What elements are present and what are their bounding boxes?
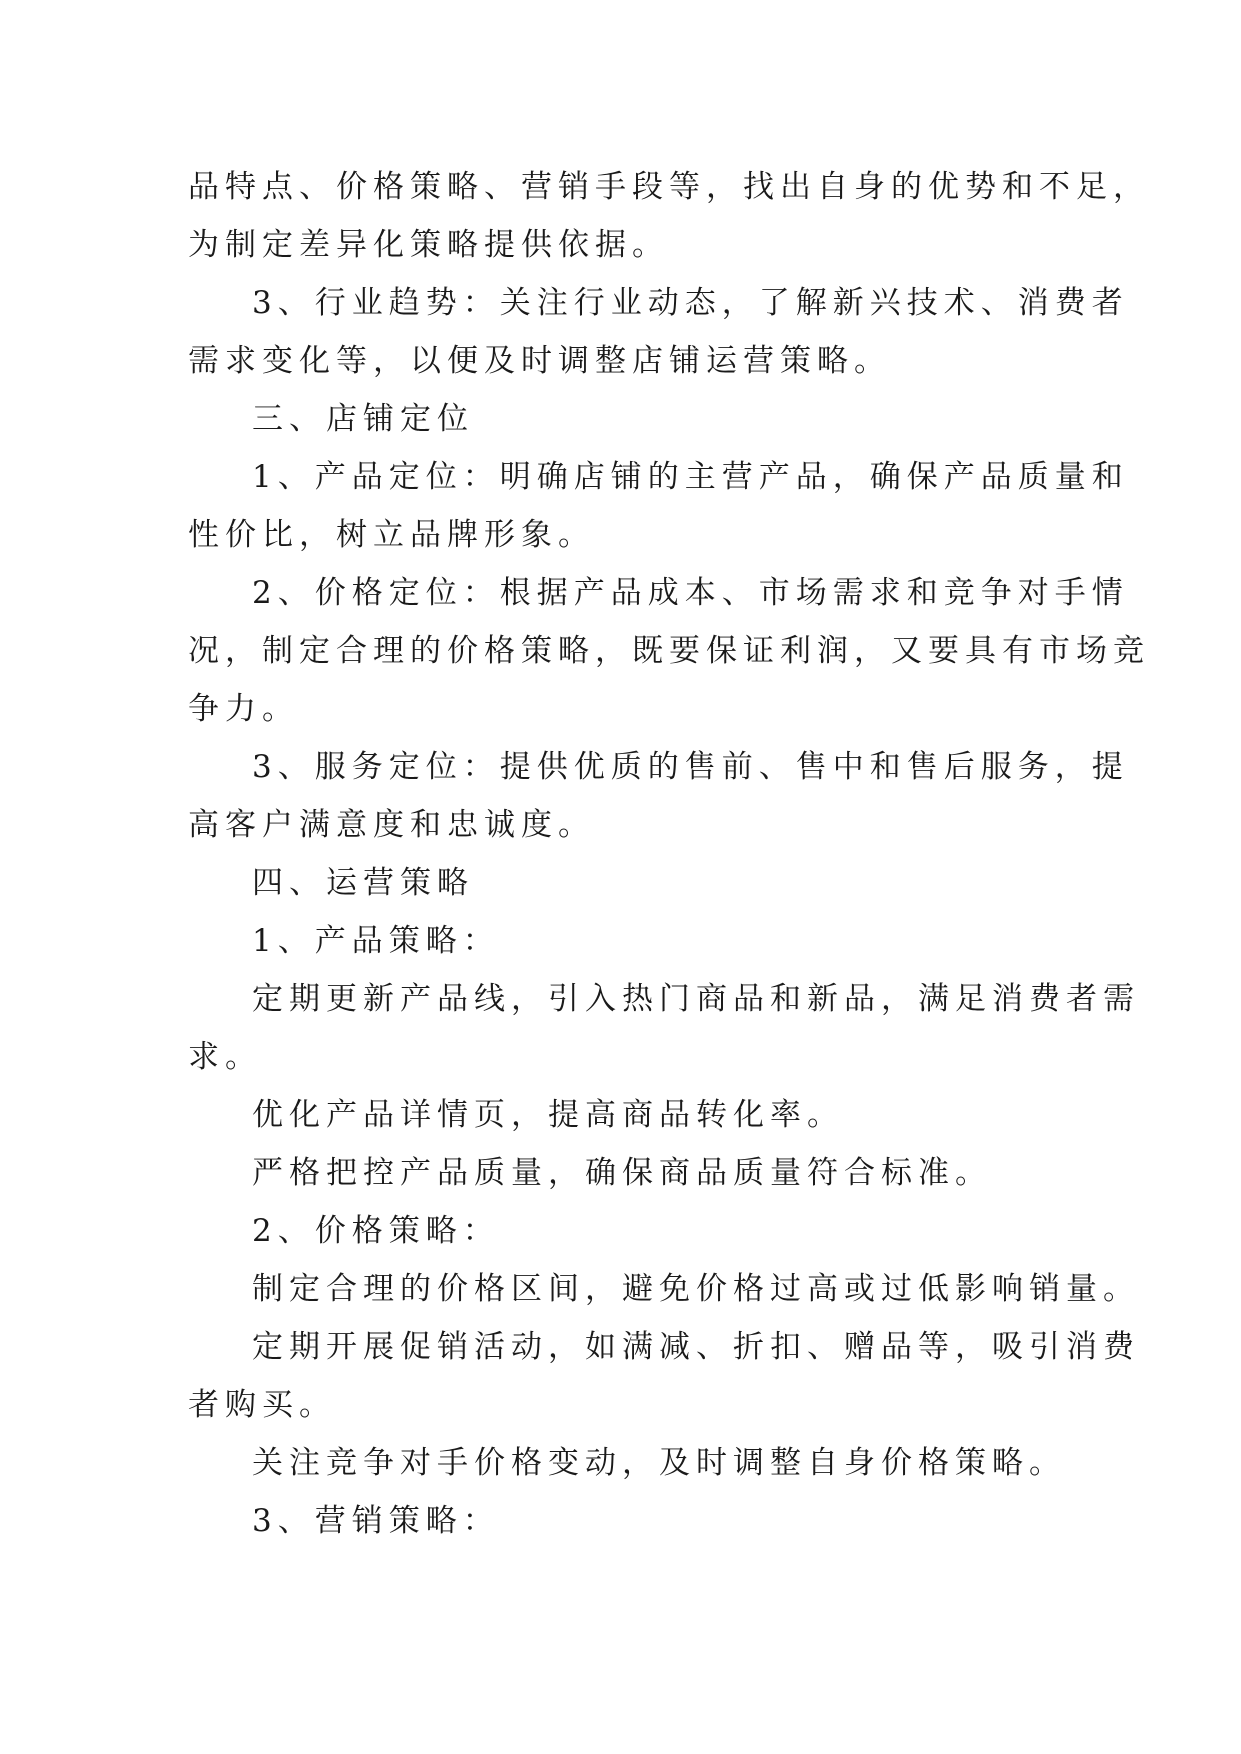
text-line: 3、服务定位：提供优质的售前、售中和售后服务，提 [252, 749, 1129, 785]
subsection-heading: 3、营销策略： [252, 1503, 500, 1539]
text-line: 2、价格定位：根据产品成本、市场需求和竞争对手情 [252, 575, 1129, 611]
text-line: 高客户满意度和忠诚度。 [188, 807, 595, 843]
text-line: 关注竞争对手价格变动，及时调整自身价格策略。 [252, 1445, 1066, 1481]
text-line: 优化产品详情页，提高商品转化率。 [252, 1097, 844, 1133]
text-line: 为制定差异化策略提供依据。 [188, 227, 669, 263]
text-line: 定期开展促销活动，如满减、折扣、赠品等，吸引消费 [252, 1329, 1140, 1365]
text-line: 品特点、价格策略、营销手段等，找出自身的优势和不足， [188, 169, 1150, 205]
section-heading: 三、店铺定位 [252, 401, 474, 437]
text-line: 争力。 [188, 691, 299, 727]
subsection-heading: 2、价格策略： [252, 1213, 500, 1249]
text-line: 求。 [188, 1039, 262, 1075]
text-line: 定期更新产品线，引入热门商品和新品，满足消费者需 [252, 981, 1140, 1017]
text-line: 况，制定合理的价格策略，既要保证利润，又要具有市场竞 [188, 633, 1150, 669]
text-line: 严格把控产品质量，确保商品质量符合标准。 [252, 1155, 992, 1191]
section-heading: 四、运营策略 [252, 865, 474, 901]
subsection-heading: 1、产品策略： [252, 923, 500, 959]
text-line: 者购买。 [188, 1387, 336, 1423]
text-line: 需求变化等，以便及时调整店铺运营策略。 [188, 343, 891, 379]
text-line: 制定合理的价格区间，避免价格过高或过低影响销量。 [252, 1271, 1140, 1307]
text-line: 1、产品定位：明确店铺的主营产品，确保产品质量和 [252, 459, 1129, 495]
text-line: 3、行业趋势：关注行业动态，了解新兴技术、消费者 [252, 285, 1129, 321]
document-body [188, 158, 1150, 1550]
text-line: 性价比，树立品牌形象。 [188, 517, 595, 553]
